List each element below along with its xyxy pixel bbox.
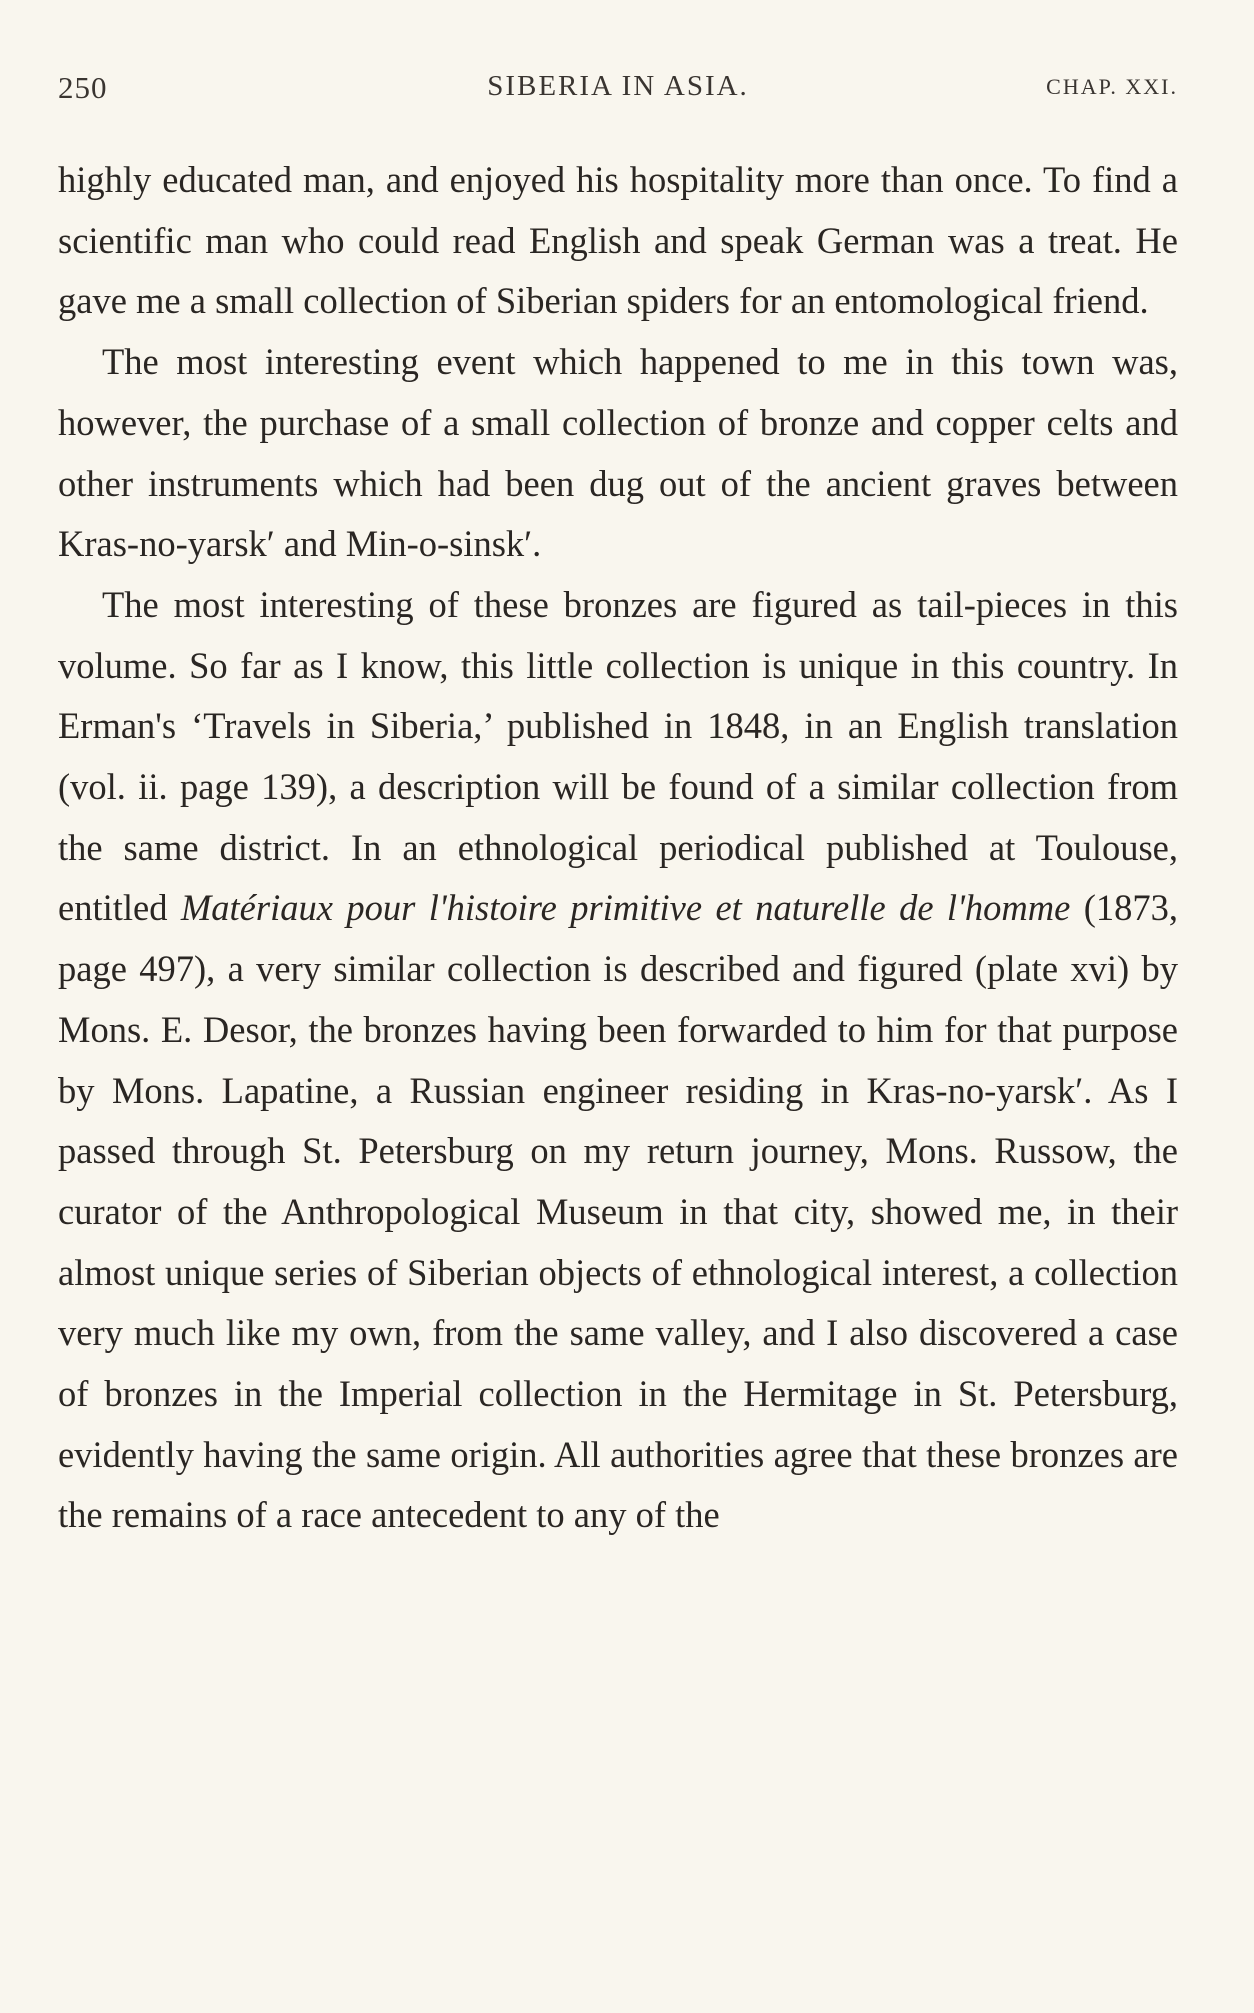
paragraph-continuation: highly educated man, and enjoyed his hospitality more than once. To find a scientific man who could read English and speak German was a treat. He gave me a small collection of Siberian spiders for an entomological friend. <box>58 159 1178 322</box>
paragraph-purchase: The most interesting event which happened to me in this town was, however, the purchase of a small collection of bronze and copper celts and other instruments which had been dug out of the ancient graves between Kras-no-yarsk′ and Min-o-sinsk′. <box>58 341 1178 565</box>
running-title: SIBERIA IN ASIA. <box>487 70 749 102</box>
paragraph-bronzes-text-after: (1873, page 497), a very similar collection is described and figured (plate xvi) by Mons. E. Desor, the bronzes having been forwarded to him for that purpose by Mons. Lapatine, a Russian engineer residing in Kras-no-yarsk′. As I passed through St. Petersburg on my return journey, Mons. Russow, the curator of the Anthropological Museum in that city, showed me, in their almost unique series of Siberian objects of ethnological interest, a collection very much like my own, from the same valley, and I also discovered a case of bronzes in the Imperial collection in the Hermitage in St. Petersburg, evidently having the same origin. All authorities agree that these bronzes are the remains of a race antecedent to any of the <box>58 887 1179 1536</box>
running-head <box>58 70 1178 116</box>
paragraph-bronzes-text-before: The most interesting of these bronzes are figured as tail-pieces in this volume. So far as I know, this little collection is unique in this country. In Erman's ‘Travels in Siberia,’ published in 1848, in an English translation (vol. ii. page 139), a description will be found of a similar collection from the same district. In an ethnological periodical published at Toulouse, entitled <box>58 583 1178 929</box>
periodical-title: Matériaux pour l'histoire primitive et naturelle de l'homme <box>180 887 1071 929</box>
chapter-label: CHAP. XXI. <box>1046 74 1178 99</box>
body-text <box>58 150 1178 1546</box>
paragraph-bronzes <box>58 575 1178 1546</box>
page-number: 250 <box>58 70 108 105</box>
